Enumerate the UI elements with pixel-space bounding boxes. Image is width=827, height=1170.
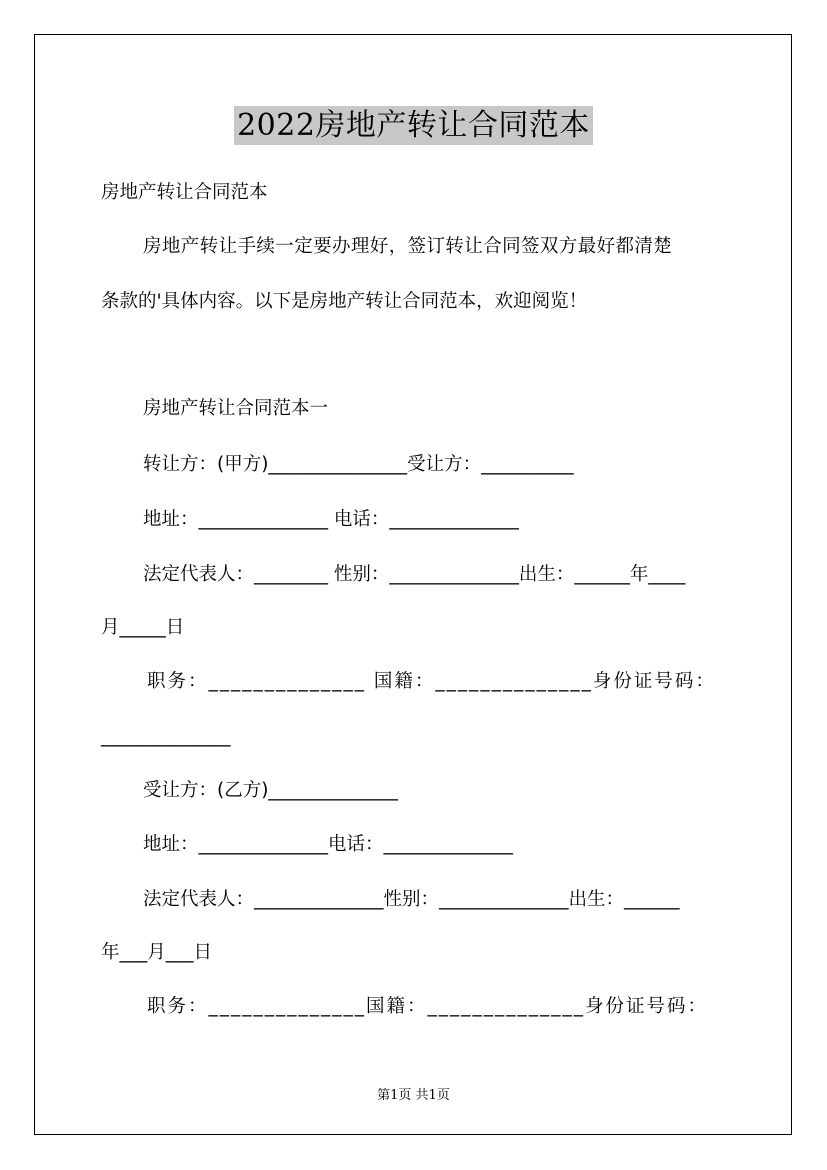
doc-line-address-1: 地址：______________ 电话：______________	[143, 509, 519, 530]
doc-line-date-1: 月_____日	[101, 617, 185, 638]
doc-line-position-2: 职务：______________国籍：______________身份证号码：	[147, 996, 709, 1017]
page-footer: 第1页 共1页	[377, 1088, 450, 1103]
doc-line-section-heading: 房地产转让合同范本一	[143, 398, 329, 419]
doc-line-legal-rep-1: 法定代表人：________ 性别：______________出生：______年____	[143, 564, 686, 585]
doc-line-legal-rep-2: 法定代表人：______________性别：______________出生：______	[143, 889, 680, 910]
doc-line-address-2: 地址：______________电话：______________	[143, 834, 514, 855]
doc-line-transferee: 受让方：(乙方)______________	[143, 780, 398, 801]
doc-line-id-blank-1: ______________	[101, 726, 231, 747]
doc-line-intro-2: 条款的'具体内容。以下是房地产转让合同范本，欢迎阅览！	[101, 291, 588, 312]
doc-line-date-2: 年___月___日	[101, 942, 213, 963]
document-title-wrap	[0, 100, 827, 144]
doc-line-position-1: 职务：______________ 国籍：______________身份证号码：	[147, 671, 716, 692]
document-title: 2022房地产转让合同范本	[234, 106, 593, 145]
doc-line-intro-1: 房地产转让手续一定要办理好，签订转让合同签双方最好都清楚	[143, 236, 673, 257]
doc-line-subtitle: 房地产转让合同范本	[101, 182, 268, 203]
doc-line-transferor: 转让方：(甲方)_______________受让方：__________	[143, 454, 574, 475]
